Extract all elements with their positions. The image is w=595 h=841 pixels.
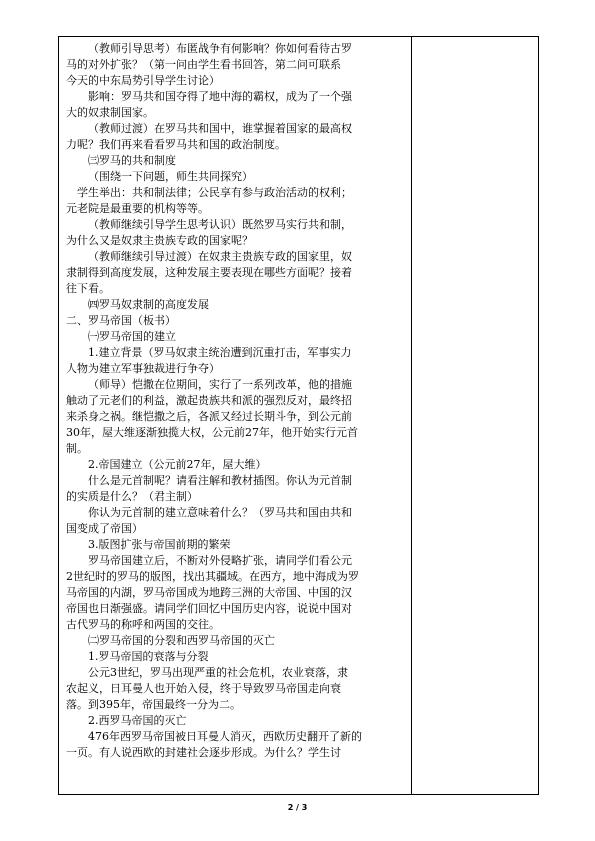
text-line: 476年西罗马帝国被日耳曼人消灭，西欧历史翻开了新的: [88, 730, 362, 743]
text-line: ㈣罗马奴隶制的高度发展: [88, 298, 209, 311]
text-line: 力呢？我们再来看看罗马共和国的政治制度。: [66, 138, 286, 151]
text-line: 1.罗马帝国的衰落与分裂: [88, 650, 209, 663]
text-line: 落。到395年，帝国最终一分为二。: [66, 698, 241, 711]
text-line: 往下看。: [66, 282, 110, 295]
text-line: 什么是元首制呢？请看注解和教材插图。你认为元首制: [88, 474, 352, 487]
text-line: 元老院是最重要的机构等等。: [66, 202, 209, 215]
text-line: （教师继续引导过渡）在奴隶主贵族专政的国家里，奴: [88, 250, 352, 263]
lesson-text: [59, 37, 411, 761]
notes-cell: [412, 37, 539, 795]
text-line: 人物为建立军事独裁进行争夺）: [66, 362, 220, 375]
text-line: 30年，屋大维逐渐独揽大权，公元前27年，他开始实行元首: [66, 426, 358, 439]
text-line: 帝国也日渐强盛。请同学们回忆中国历史内容，说说中国对: [66, 602, 352, 615]
text-line: 二、罗马帝国（板书）: [66, 314, 176, 327]
text-line: （教师继续引导学生思考认识）既然罗马实行共和制，: [88, 218, 352, 231]
text-line: 2.西罗马帝国的灭亡: [88, 714, 187, 727]
text-line: 罗马帝国建立后，不断对外侵略扩张，请同学们看公元: [88, 554, 352, 567]
text-line: 公元3世纪，罗马出现严重的社会危机，农业衰落，隶: [88, 666, 348, 679]
main-content-cell: [59, 37, 412, 795]
text-line: 的实质是什么？（君主制）: [66, 490, 198, 503]
lesson-plan-table: [58, 36, 539, 795]
table-row: [59, 37, 539, 795]
text-line: ㈡罗马帝国的分裂和西罗马帝国的灭亡: [88, 634, 275, 647]
text-line: 国变成了帝国）: [66, 522, 143, 535]
text-line: 大的奴隶制国家。: [66, 106, 154, 119]
text-line: 农起义，日耳曼人也开始入侵，终于导致罗马帝国走向衰: [66, 682, 341, 695]
text-line: 制。: [66, 442, 88, 455]
text-line: 3.版图扩张与帝国前期的繁荣: [88, 538, 231, 551]
text-line: 2.帝国建立（公元前27年，屋大维）: [88, 458, 267, 471]
text-line: （教师引导思考）布匿战争有何影响？你如何看待古罗: [88, 42, 352, 55]
text-line: （围绕一下问题，师生共同探究）: [88, 170, 253, 183]
text-line: 隶制得到高度发展，这种发展主要表现在哪些方面呢？接着: [66, 266, 352, 279]
text-line: 来杀身之祸。继恺撒之后，各派又经过长期斗争，到公元前: [66, 410, 352, 423]
text-line: 马的对外扩张？（第一问由学生看书回答，第二问可联系: [66, 58, 341, 71]
text-line: 你认为元首制的建立意味着什么？（罗马共和国由共和: [88, 506, 352, 519]
text-line: 触动了元老们的利益，激起贵族共和派的强烈反对，最终招: [66, 394, 352, 407]
text-line: ㈠罗马帝国的建立: [88, 330, 176, 343]
text-line: （师导）恺撒在位期间，实行了一系列改革，他的措施: [88, 378, 352, 391]
text-line: 影响：罗马共和国夺得了地中海的霸权，成为了一个强: [88, 90, 352, 103]
text-line: ㈢罗马的共和制度: [88, 154, 176, 167]
text-line: 古代罗马的称呼和两国的交往。: [66, 618, 220, 631]
text-line: 为什么又是奴隶主贵族专政的国家呢？: [66, 234, 253, 247]
text-line: 一页。有人说西欧的封建社会逐步形成。为什么？学生讨: [66, 746, 341, 759]
page-number: 2 / 3: [287, 803, 308, 812]
text-line: （教师过渡）在罗马共和国中，谁掌握着国家的最高权: [88, 122, 352, 135]
text-line: 马帝国的内湖，罗马帝国成为地跨三洲的大帝国、中国的汉: [66, 586, 352, 599]
text-line: 学生举出：共和制法律；公民享有参与政治活动的权利；: [77, 186, 352, 199]
text-line: 1.建立背景（罗马奴隶主统治遭到沉重打击，军事实力: [88, 346, 352, 359]
text-line: 2世纪时的罗马的版图，找出其疆域。在西方，地中海成为罗: [66, 570, 359, 583]
text-line: 今天的中东局势引导学生讨论）: [66, 74, 220, 87]
